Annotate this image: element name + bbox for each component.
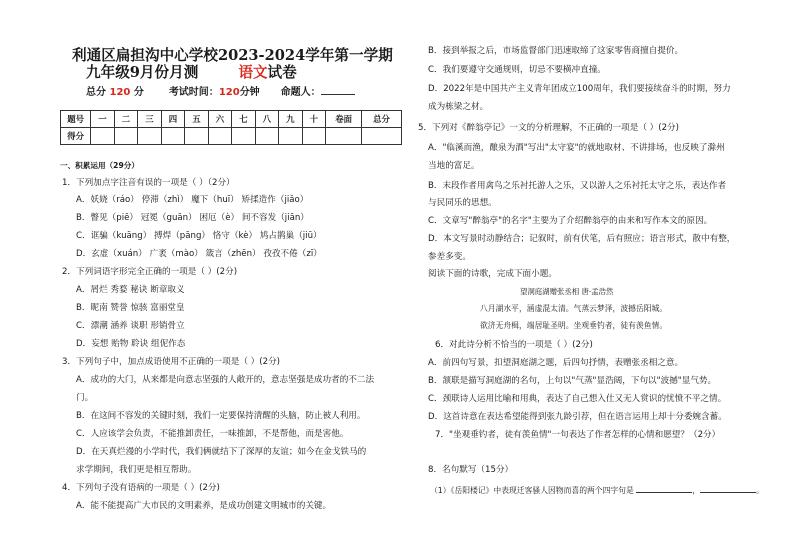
score-cell[interactable] <box>91 128 114 145</box>
question-6-option-b: B．颔联是描写洞庭湖的名句，上句以"气蒸"显浩阔，下句以"波撼"显气势。 <box>428 376 717 386</box>
question-5-option-d-line1: D．本文写景时动静结合；记叙时，前有伏笔，后有照应；语言形式，散中有整， <box>428 234 736 244</box>
score-cell[interactable] <box>255 128 278 145</box>
question-6-option-c: C．颈联诗人运用比喻和用典，表达了自己想入仕又无人赏识的忧愤不平之情。 <box>428 394 727 404</box>
answer-blank-1[interactable] <box>636 484 692 493</box>
question-3-stem: 3．下列句子中，加点成语使用不正确的一项是（ ）(2分) <box>62 357 281 367</box>
question-3-option-c: C．人应该学会负责，不能推卸责任，一味推卸，不是帮他，而是害他。 <box>76 429 349 439</box>
subject-name: 语文 <box>238 64 268 81</box>
question-6-option-a: A．前四句写景，扣望洞庭湖之题，后四句抒情，表赠张丞相之意。 <box>428 358 684 368</box>
total-value: 120 <box>109 87 131 98</box>
poem-line-2: 欲济无舟楫，端居耻圣明。坐观垂钓者，徒有羡鱼情。 <box>480 321 668 330</box>
question-2-option-a: A．屑烂 秀婺 秘诀 断章取义 <box>76 285 185 295</box>
exam-word: 试卷 <box>267 64 297 81</box>
question-8-item-1-text: （1）《岳阳楼记》中表现迁客骚人因物而喜的两个四字句是 <box>430 486 634 495</box>
total-label: 总分 <box>86 87 106 98</box>
question-8-item-1: （1）《岳阳楼记》中表现迁客骚人因物而喜的两个四字句是 ， 。 <box>430 486 764 495</box>
total-unit: 分 <box>133 87 144 98</box>
time-label: 考试时间： <box>168 87 219 98</box>
score-cell[interactable] <box>232 128 255 145</box>
score-cell[interactable] <box>138 128 161 145</box>
question-4-option-c: C．我们要遵守交通规则，切忌不要横冲直撞。 <box>428 65 606 75</box>
score-header-cell: 卷面 <box>326 111 362 128</box>
question-2-option-c: C．漂潮 涵养 谈职 形销骨立 <box>76 321 185 331</box>
score-header-cell: 八 <box>255 111 278 128</box>
question-3-option-a-line2: 门。 <box>76 393 94 403</box>
question-4-option-a: A．能不能提高广大市民的文明素养，是成功创建文明城市的关键。 <box>76 501 332 511</box>
question-6-option-d: D．这首诗意在表达希望能得到张九龄引荐，但在语言运用上却十分委婉含蓄。 <box>428 412 727 422</box>
score-header-cell: 六 <box>208 111 231 128</box>
author-blank[interactable] <box>321 85 355 95</box>
score-cell[interactable] <box>208 128 231 145</box>
question-6-stem: 6．对此诗分析不恰当的一项是（ ）(2分) <box>435 340 593 350</box>
question-7: 7．"坐观垂钓者，徒有羡鱼情"一句表达了作者怎样的心情和愿望？（2分） <box>435 430 721 440</box>
reading-intro: 阅读下面的诗歌，完成下面小题。 <box>428 269 557 279</box>
question-4-option-b: B．接到举报之后，市场监督部门迅速取缔了这家零售商擅自提价。 <box>428 46 684 56</box>
author-label: 命题人： <box>280 87 321 98</box>
question-1-option-a: A．妖娆（ráo） 停滞（zhì） 魔下（huī） 矫揉造作（jiǎo） <box>76 195 309 205</box>
right-column <box>410 0 794 560</box>
question-5-stem: 5．下列对《醉翁亭记》一文的分析理解，不正确的一项是（ ）(2分) <box>418 123 679 133</box>
score-header-row <box>61 111 402 128</box>
school-title: 利通区扁担沟中心学校2023-2024学年第一学期 <box>72 47 393 64</box>
question-3-option-d-line1: D．在天真烂漫的小学时代，我们俩就结下了深厚的友谊；如今在金戈铁马的 <box>76 447 367 457</box>
score-header-cell: 三 <box>138 111 161 128</box>
question-1-option-c: C．诓骗（kuāng） 搏焊（pāng） 恪守（kè） 鸠占鹊巢（jiū） <box>76 231 322 241</box>
question-4-stem: 4．下列句子没有语病的一项是（ ）(2分) <box>62 483 220 493</box>
grade-prefix: 九年级9月份月测 <box>86 64 199 81</box>
score-header-cell: 九 <box>279 111 302 128</box>
score-header-cell: 十 <box>302 111 325 128</box>
exam-title <box>86 64 297 82</box>
score-header-cell: 题号 <box>61 111 91 128</box>
score-header-cell: 一 <box>91 111 114 128</box>
exam-summary <box>86 85 355 99</box>
score-cell[interactable] <box>185 128 208 145</box>
section-heading-1: 一、积累运用（29分） <box>60 161 139 170</box>
question-5-option-b-line1: B．末段作者用禽鸟之乐衬托游人之乐，又以游人之乐衬托太守之乐，表达作者 <box>428 181 727 191</box>
time-unit: 分钟 <box>239 87 260 98</box>
question-1-option-d: D．玄虚（xuán） 广袤（mào） 箴言（zhēn） 孜孜不倦（zī） <box>76 249 322 259</box>
score-cell[interactable] <box>362 128 402 145</box>
question-8-stem: 8．名句默写（15分） <box>428 465 514 475</box>
score-value-row <box>61 128 402 145</box>
question-2-option-b: B．昵南 赞誉 惊骇 富丽堂皇 <box>76 303 185 313</box>
time-value: 120 <box>218 87 240 98</box>
question-5-option-a-line1: A．"临溪而渔，酿泉为酒"写出"太守宴"的就地取材、不讲排场，也反映了滁州 <box>428 143 725 153</box>
score-row-label: 得分 <box>61 128 91 145</box>
score-cell[interactable] <box>114 128 137 145</box>
question-4-option-d-line2: 成为栋梁之材。 <box>428 102 489 112</box>
score-cell[interactable] <box>161 128 184 145</box>
score-header-cell: 二 <box>114 111 137 128</box>
score-header-cell: 四 <box>161 111 184 128</box>
question-3-option-a-line1: A．成功的大门，从来都是向意志坚强的人敞开的，意志坚强是成功者的不二法 <box>76 375 375 385</box>
score-cell[interactable] <box>326 128 362 145</box>
question-5-option-b-line2: 与民同乐的思想。 <box>428 198 497 208</box>
poem-title: 望洞庭湖赠张丞相 唐·孟浩然 <box>520 287 614 296</box>
question-2-option-d: D．妄想 贻物 聆诀 组伲作态 <box>76 339 186 349</box>
question-5-option-a-line2: 当地的富足。 <box>428 161 480 171</box>
score-table <box>60 110 402 145</box>
score-header-cell: 总分 <box>362 111 402 128</box>
answer-blank-2[interactable] <box>700 484 756 493</box>
question-2-stem: 2．下列词语字形完全正确的一项是（ ）(2分) <box>62 267 238 277</box>
score-header-cell: 七 <box>232 111 255 128</box>
poem-line-1: 八月湖水平，涵虚混太清。气蒸云梦泽，波撼岳阳城。 <box>480 304 668 313</box>
question-3-option-d-line2: 求学期间，我们更是相互帮助。 <box>76 465 197 475</box>
question-1-option-b: B．瞥见（piē） 冠冕（guān） 困厄（è） 间不容发（jiān） <box>76 213 309 223</box>
question-5-option-c: C．文章写"醉翁亭"的名字"主要为了介绍醉翁亭的由来和写作本文的原因。 <box>428 216 713 226</box>
score-cell[interactable] <box>279 128 302 145</box>
score-cell[interactable] <box>302 128 325 145</box>
question-3-option-b: B．在这间不容发的关键时刻，我们一定要保持清醒的头脑，防止被人利用。 <box>76 411 366 421</box>
score-header-cell: 五 <box>185 111 208 128</box>
question-4-option-d-line1: D．2022年是中国共产主义青年团成立100周年，我们要接续奋斗的时期，努力 <box>428 84 731 94</box>
question-5-option-d-line2: 参差多变。 <box>428 252 471 262</box>
question-1-stem: 1．下列加点字注音有误的一项是（ ）（2分） <box>62 178 235 188</box>
